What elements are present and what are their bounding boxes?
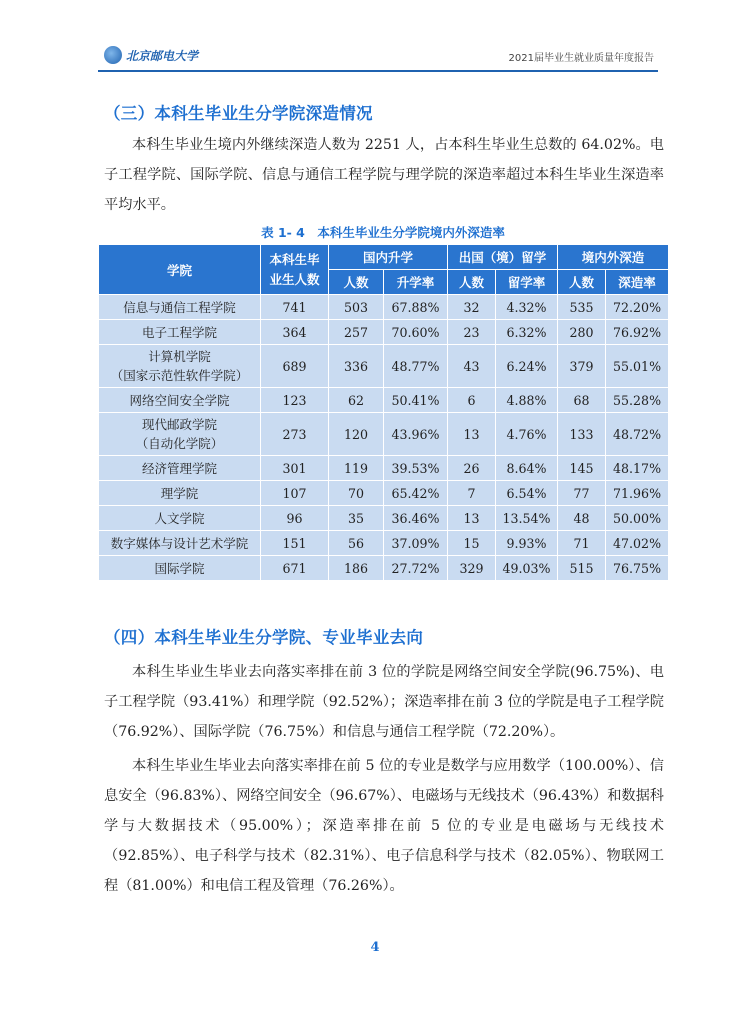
cell-all-r: 72.20% <box>606 295 669 320</box>
cell-dom-n: 257 <box>329 320 384 345</box>
college-name-cell <box>99 531 261 556</box>
col-abroad: 出国（境）留学 <box>448 245 558 270</box>
cell-total: 301 <box>261 456 329 481</box>
table-row <box>99 295 669 320</box>
cell-dom-r: 43.96% <box>384 413 448 456</box>
cell-abr-n: 26 <box>448 456 496 481</box>
cell-abr-n: 13 <box>448 413 496 456</box>
college-name-cell <box>99 388 261 413</box>
college-name: 信息与通信工程学院 <box>123 300 236 315</box>
cell-abr-r: 8.64% <box>496 456 558 481</box>
table-row <box>99 456 669 481</box>
cell-abr-n: 15 <box>448 531 496 556</box>
college-name: 人文学院 <box>154 511 205 526</box>
cell-abr-n: 7 <box>448 481 496 506</box>
col-abroad-rate: 留学率 <box>496 270 558 295</box>
cell-all-n: 280 <box>558 320 606 345</box>
table-row <box>99 556 669 581</box>
cell-abr-r: 4.76% <box>496 413 558 456</box>
cell-all-n: 77 <box>558 481 606 506</box>
cell-dom-r: 67.88% <box>384 295 448 320</box>
cell-dom-r: 48.77% <box>384 345 448 388</box>
col-combined: 境内外深造 <box>558 245 669 270</box>
table-row <box>99 531 669 556</box>
cell-dom-n: 56 <box>329 531 384 556</box>
cell-abr-n: 32 <box>448 295 496 320</box>
cell-dom-r: 39.53% <box>384 456 448 481</box>
cell-all-n: 71 <box>558 531 606 556</box>
cell-abr-n: 23 <box>448 320 496 345</box>
cell-total: 671 <box>261 556 329 581</box>
cell-all-n: 145 <box>558 456 606 481</box>
cell-abr-r: 49.03% <box>496 556 558 581</box>
college-name-cell <box>99 320 261 345</box>
college-name: 计算机学院 <box>148 349 211 364</box>
section3-paragraph: 本科生毕业生境内外继续深造人数为 2251 人，占本科生毕业生总数的 64.02%。电子工程学院、国际学院、信息与通信工程学院与理学院的深造率超过本科生毕业生深造率平均水平。 <box>104 137 664 213</box>
cell-abr-r: 13.54% <box>496 506 558 531</box>
university-emblem-icon <box>104 46 122 64</box>
cell-all-r: 76.92% <box>606 320 669 345</box>
section4-heading: （四）本科生毕业生分学院、专业毕业去向 <box>104 628 424 647</box>
college-name-cell <box>99 556 261 581</box>
page-number: 4 <box>370 940 380 955</box>
table-row <box>99 506 669 531</box>
cell-dom-r: 37.09% <box>384 531 448 556</box>
cell-total: 689 <box>261 345 329 388</box>
cell-total: 273 <box>261 413 329 456</box>
cell-abr-r: 6.24% <box>496 345 558 388</box>
cell-dom-r: 36.46% <box>384 506 448 531</box>
section4-paragraph-1: 本科生毕业生毕业去向落实率排在前 3 位的学院是网络空间安全学院(96.75%)、电子工程学院（93.41%）和理学院（92.52%）；深造率排在前 3 位的学院是电子工程学院（76.92%）、国际学院（76.75%）和信息与通信工程学院（72.20%）。 <box>104 664 664 740</box>
college-name-cell <box>99 456 261 481</box>
cell-dom-r: 65.42% <box>384 481 448 506</box>
college-name: 经济管理学院 <box>141 461 217 476</box>
cell-abr-r: 4.32% <box>496 295 558 320</box>
col-combined-count: 人数 <box>558 270 606 295</box>
section4-paragraph-2: 本科生毕业生毕业去向落实率排在前 5 位的专业是数学与应用数学（100.00%）、信息安全（96.83%）、网络空间安全（96.67%）、电磁场与无线技术（96.43%）和数据科学与大数据技术（95.00%）；深造率排在前 5 位的专业是电磁场与无线技术（92.85%）、电子科学与技术（82.31%）、电子信息科学与技术（82.05%）、物联网工程（81.00%）和电信工程及管理（76.26%）。 <box>104 758 664 894</box>
cell-total: 123 <box>261 388 329 413</box>
cell-abr-n: 329 <box>448 556 496 581</box>
college-name: 现代邮政学院 <box>141 417 217 432</box>
cell-all-r: 47.02% <box>606 531 669 556</box>
college-name: 电子工程学院 <box>141 325 217 340</box>
cell-dom-r: 27.72% <box>384 556 448 581</box>
cell-total: 96 <box>261 506 329 531</box>
college-name: 国际学院 <box>154 561 205 576</box>
cell-dom-n: 186 <box>329 556 384 581</box>
college-name-cell <box>99 345 261 388</box>
cell-dom-n: 62 <box>329 388 384 413</box>
report-title: 2021届毕业生就业质量年度报告 <box>508 53 654 64</box>
col-abroad-count: 人数 <box>448 270 496 295</box>
col-domestic: 国内升学 <box>329 245 448 270</box>
cell-all-n: 48 <box>558 506 606 531</box>
cell-all-n: 379 <box>558 345 606 388</box>
cell-abr-r: 6.54% <box>496 481 558 506</box>
cell-all-r: 76.75% <box>606 556 669 581</box>
further-study-table <box>98 244 669 581</box>
cell-dom-n: 35 <box>329 506 384 531</box>
col-total: 本科生毕业生人数 <box>261 245 329 295</box>
cell-abr-n: 43 <box>448 345 496 388</box>
cell-dom-r: 70.60% <box>384 320 448 345</box>
cell-dom-n: 336 <box>329 345 384 388</box>
cell-dom-n: 120 <box>329 413 384 456</box>
cell-total: 364 <box>261 320 329 345</box>
college-name: 网络空间安全学院 <box>129 393 230 408</box>
table-caption: 表 1- 4 本科生毕业生分学院境内外深造率 <box>261 225 505 240</box>
cell-total: 107 <box>261 481 329 506</box>
cell-all-n: 68 <box>558 388 606 413</box>
table-row <box>99 413 669 456</box>
cell-all-r: 48.72% <box>606 413 669 456</box>
college-name-cell <box>99 481 261 506</box>
cell-all-n: 133 <box>558 413 606 456</box>
cell-abr-r: 6.32% <box>496 320 558 345</box>
cell-total: 151 <box>261 531 329 556</box>
cell-abr-n: 13 <box>448 506 496 531</box>
college-name-cell <box>99 506 261 531</box>
cell-dom-r: 50.41% <box>384 388 448 413</box>
col-domestic-rate: 升学率 <box>384 270 448 295</box>
table-row <box>99 320 669 345</box>
cell-all-r: 48.17% <box>606 456 669 481</box>
col-domestic-count: 人数 <box>329 270 384 295</box>
section3-heading: （三）本科生毕业生分学院深造情况 <box>104 104 373 123</box>
page-header <box>98 40 658 72</box>
table-row <box>99 481 669 506</box>
col-combined-rate: 深造率 <box>606 270 669 295</box>
cell-dom-n: 503 <box>329 295 384 320</box>
cell-all-r: 50.00% <box>606 506 669 531</box>
cell-abr-n: 6 <box>448 388 496 413</box>
table-row <box>99 345 669 388</box>
cell-all-r: 55.28% <box>606 388 669 413</box>
college-name-cell <box>99 295 261 320</box>
col-college: 学院 <box>99 245 261 295</box>
cell-dom-n: 119 <box>329 456 384 481</box>
cell-all-n: 515 <box>558 556 606 581</box>
cell-all-r: 71.96% <box>606 481 669 506</box>
college-name: 理学院 <box>160 486 199 501</box>
cell-all-n: 535 <box>558 295 606 320</box>
college-name-cell <box>99 413 261 456</box>
college-name: 数字媒体与设计艺术学院 <box>110 536 249 551</box>
logo-text: 北京邮电大学 <box>126 48 199 63</box>
college-name-alt: （自动化学院） <box>135 436 224 451</box>
cell-dom-n: 70 <box>329 481 384 506</box>
table-row <box>99 388 669 413</box>
college-name-alt: （国家示范性软件学院） <box>110 368 249 383</box>
cell-all-r: 55.01% <box>606 345 669 388</box>
cell-abr-r: 9.93% <box>496 531 558 556</box>
university-logo <box>104 44 198 66</box>
cell-total: 741 <box>261 295 329 320</box>
cell-abr-r: 4.88% <box>496 388 558 413</box>
